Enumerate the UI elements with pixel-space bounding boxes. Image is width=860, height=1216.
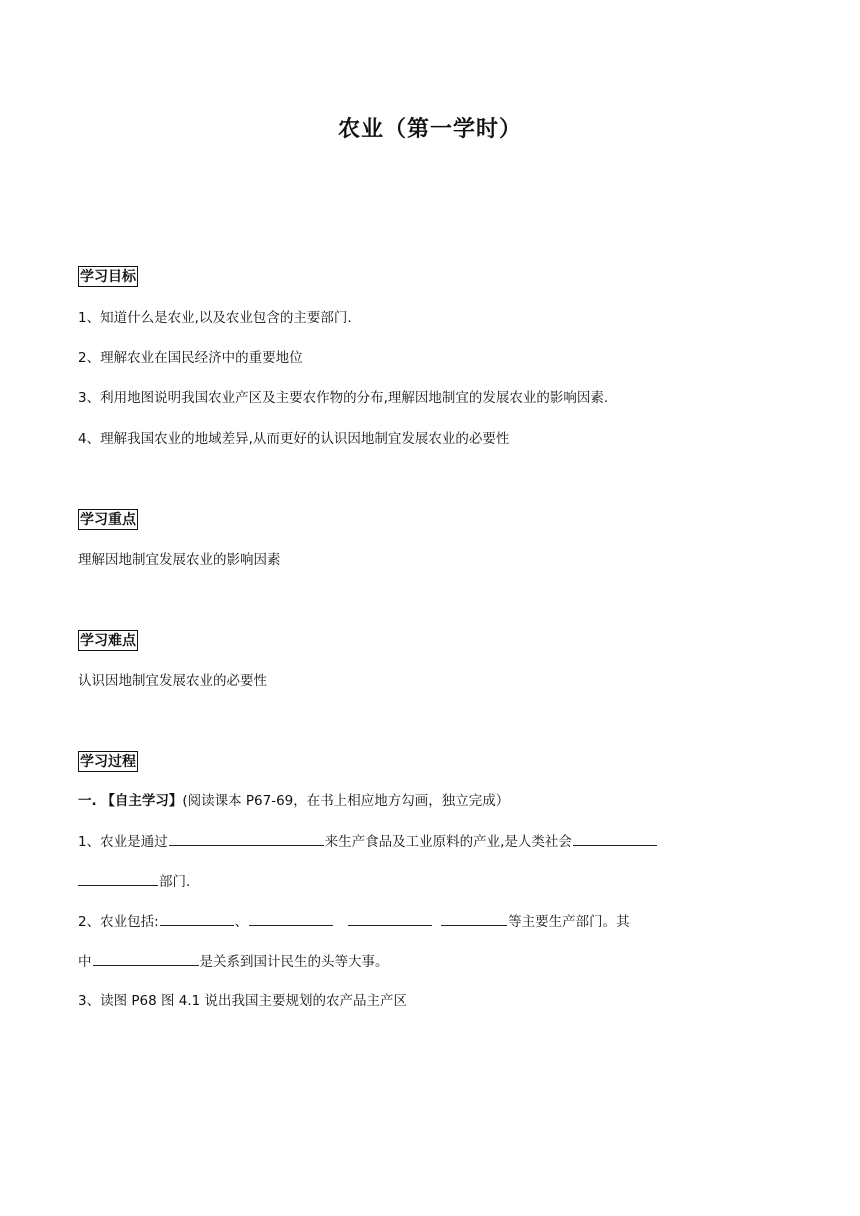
answer-blank-5[interactable] [249,912,333,926]
answer-blank-8[interactable] [93,952,199,966]
difficulty-text: 认识因地制宜发展农业的必要性 [78,673,267,689]
question-1-line-2 [78,872,190,891]
answer-blank-3[interactable] [78,872,158,886]
goal-item-4: 4、理解我国农业的地域差异,从而更好的认识因地制宜发展农业的必要性 [78,431,510,447]
question-1-end: 部门. [159,874,191,890]
goal-item-2: 2、理解农业在国民经济中的重要地位 [78,350,303,366]
question-3: 3、读图 P68 图 4.1 说出我国主要规划的农产品主产区 [78,993,408,1009]
question-2-zhong: 中 [78,954,92,970]
answer-blank-4[interactable] [160,912,234,926]
question-1-middle: 来生产食品及工业原料的产业,是人类社会 [324,834,572,850]
question-2-middle: 等主要生产部门。其 [508,914,630,930]
question-2-line-1 [78,912,630,931]
goal-item-1: 1、知道什么是农业,以及农业包含的主要部门. [78,310,352,326]
self-study-note: (阅读课本 P67-69，在书上相应地方勾画，独立完成） [182,793,510,809]
key-point-heading: 学习重点 [78,509,138,530]
self-study-label: 一. 【自主学习】 [78,793,183,809]
goal-item-3: 3、利用地图说明我国农业产区及主要农作物的分布,理解因地制宜的发展农业的影响因素. [78,390,609,406]
question-2-separator: 、 [234,914,249,930]
question-1-start: 1、农业是通过 [78,834,168,850]
key-point-text: 理解因地制宜发展农业的影响因素 [78,552,281,568]
question-2-start: 2、农业包括: [78,914,159,930]
answer-blank-2[interactable] [573,832,657,846]
document-title: 农业（第一学时） [337,117,522,142]
difficulty-heading: 学习难点 [78,630,138,651]
process-heading: 学习过程 [78,751,138,772]
answer-blank-7[interactable] [441,912,507,926]
question-2-line-2 [78,952,389,971]
self-study-line [78,792,509,810]
answer-blank-6[interactable] [348,912,432,926]
question-1-line-1 [78,832,658,851]
answer-blank-1[interactable] [169,832,324,846]
question-2-end: 是关系到国计民生的头等大事。 [199,954,389,970]
goals-heading: 学习目标 [78,266,138,287]
